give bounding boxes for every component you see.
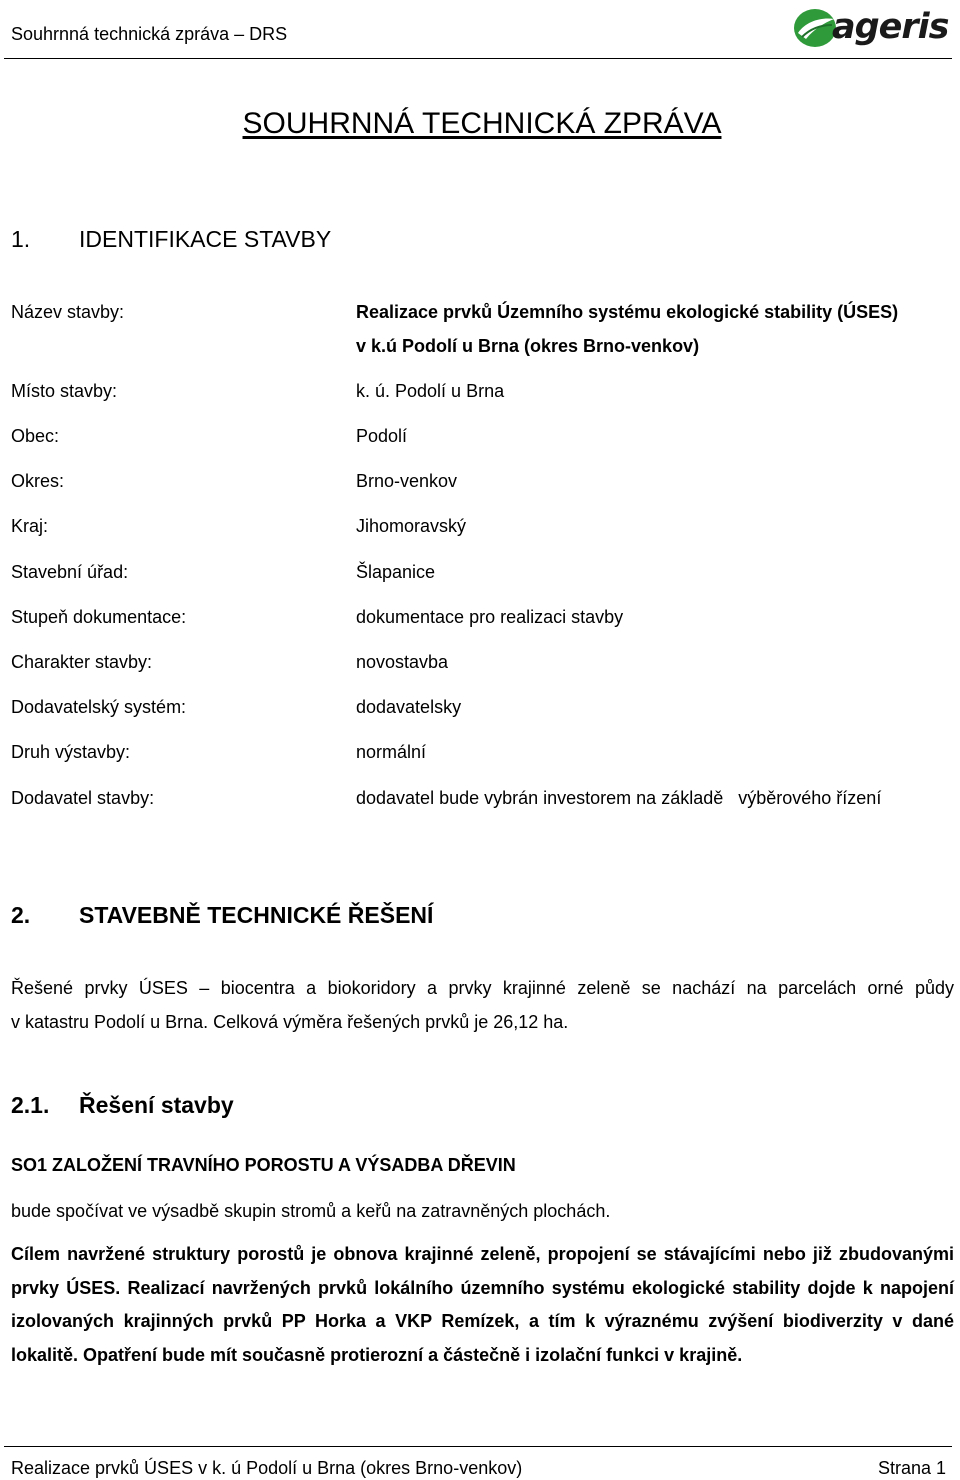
so1-subheading: SO1 ZALOŽENÍ TRAVNÍHO POROSTU A VÝSADBA DŘEVIN xyxy=(11,1155,516,1175)
company-logo xyxy=(792,5,952,51)
value-stavebni-urad: Šlapanice xyxy=(356,562,436,582)
value-obec: Podolí xyxy=(356,426,408,446)
label-druh-vystavby: Druh výstavby: xyxy=(11,742,131,762)
label-kraj: Kraj: xyxy=(11,516,49,536)
header-title: Souhrnná technická zpráva – DRS xyxy=(11,24,288,44)
so1-bold-paragraph: Cílem navržené struktury porostů je obnova krajinné zeleně, propojení se stávajícími nebo již zbudovanými prvky ÚSES. Realizací navržených prvků lokálního územního systému ekologické stability dojde k napojení izolovaných krajinných prvků PP Horka a VKP Remízek, a tím k výraznému zvýšení biodiverzity v dané lokalitě. Opatření bude mít současně protierozní a částečně i izolační funkci v krajině. xyxy=(11,1244,954,1366)
value-druh-vystavby: normální xyxy=(356,742,427,762)
footer-project-name: Realizace prvků ÚSES v k. ú Podolí u Brna (okres Brno-venkov) xyxy=(11,1458,523,1478)
logo-wordmark: ageris xyxy=(832,7,949,47)
value-charakter-stavby: novostavba xyxy=(356,652,449,672)
section-2-1-number: 2.1. xyxy=(11,1092,50,1118)
value-nazev-stavby xyxy=(356,295,898,363)
page-header xyxy=(0,0,960,60)
value-misto-stavby: k. ú. Podolí u Brna xyxy=(356,381,505,401)
label-nazev-stavby: Název stavby: xyxy=(11,302,125,322)
footer-page-number: Strana 1 xyxy=(877,1458,946,1478)
label-misto-stavby: Místo stavby: xyxy=(11,381,118,401)
section-2-intro-line1: Řešené prvky ÚSES – biocentra a biokoridory a prvky krajinné zeleně se nachází na parcelách orné půdy xyxy=(11,978,954,998)
label-dodavatel-stavby: Dodavatel stavby: xyxy=(11,788,155,808)
value-nazev-stavby-line1: Realizace prvků Územního systému ekologické stability (ÚSES) xyxy=(356,302,899,322)
section-1-number: 1. xyxy=(11,226,31,252)
value-nazev-stavby-line2: v k.ú Podolí u Brna (okres Brno-venkov) xyxy=(356,336,700,356)
section-2-heading xyxy=(11,902,433,929)
footer-divider xyxy=(4,1446,952,1447)
label-dodavatelsky-system: Dodavatelský systém: xyxy=(11,697,187,717)
value-dodavatel-stavby: dodavatel bude vybrán investorem na základě výběrového řízení xyxy=(356,788,882,808)
label-obec: Obec: xyxy=(11,426,60,446)
value-dodavatelsky-system: dodavatelsky xyxy=(356,697,462,717)
section-2-intro xyxy=(11,971,954,1039)
section-2-1-heading xyxy=(11,1092,234,1119)
label-okres: Okres: xyxy=(11,471,65,491)
label-stupen-dokumentace: Stupeň dokumentace: xyxy=(11,607,187,627)
section-1-heading xyxy=(11,226,331,253)
header-divider xyxy=(4,58,952,59)
section-1-title: IDENTIFIKACE STAVBY xyxy=(79,226,332,252)
section-2-title: STAVEBNĚ TECHNICKÉ ŘEŠENÍ xyxy=(79,902,434,928)
section-2-intro-line2: v katastru Podolí u Brna. Celková výměra řešených prvků je 26,12 ha. xyxy=(11,1012,569,1032)
so1-description: bude spočívat ve výsadbě skupin stromů a keřů na zatravněných plochách. xyxy=(11,1201,611,1221)
value-okres: Brno-venkov xyxy=(356,471,458,491)
label-stavebni-urad: Stavební úřad: xyxy=(11,562,129,582)
label-charakter-stavby: Charakter stavby: xyxy=(11,652,153,672)
value-kraj: Jihomoravský xyxy=(356,516,467,536)
value-stupen-dokumentace: dokumentace pro realizaci stavby xyxy=(356,607,624,627)
section-2-number: 2. xyxy=(11,902,31,928)
section-2-1-title: Řešení stavby xyxy=(79,1092,234,1118)
document-title: SOUHRNNÁ TECHNICKÁ ZPRÁVA xyxy=(242,107,722,140)
